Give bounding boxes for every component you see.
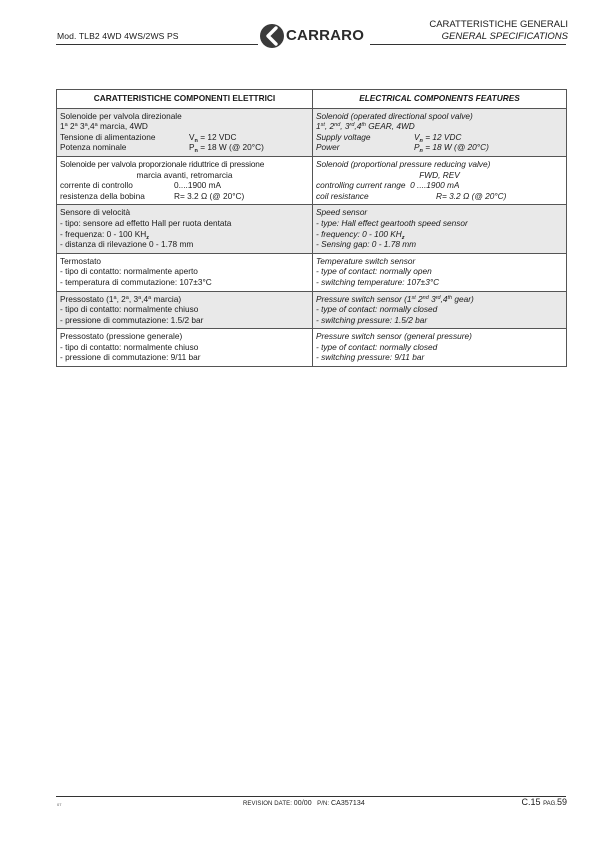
spec-line: - type of contact: normally closed [316,341,438,352]
spec-line: - frequency: 0 - 100 $KH_z$ [316,228,405,241]
page-number [522,797,567,807]
spec-text: - frequenza: 0 - 100 KH [60,228,147,239]
title-text: Pressure switch sensor (1 [316,293,412,304]
gear-line: 1st, 2nd, 3rd,4th GEAR, 4WD [316,121,415,132]
revision-label: REVISION DATE: [243,801,292,807]
row-title: Pressure switch sensor (1st 2nd 3rd,4th gear) [316,293,474,304]
page-value: 59 [556,797,567,807]
spec-line [60,180,309,191]
title-text: marcia) [153,293,182,304]
cell-en [313,291,567,329]
spec-line: - Sensing gap: 0 - 1.78 mm [316,239,417,250]
spec-line: - tipo di contatto: normalmente aperto [60,266,198,277]
cell-it [57,108,313,156]
table-row [57,205,567,253]
spec-line: - pressione di commutazione: 1.5/2 bar [60,314,204,325]
spec-line: Power $P_n = 18$ W (@ 20°C) [316,142,489,155]
section-title [429,19,568,43]
revision-value: 00/00 [293,800,312,807]
cell-it [57,291,313,329]
cell-it [57,156,313,204]
table-row [57,108,567,156]
spec-value: = 12 VDC [200,131,237,142]
row-subtitle: marcia avanti, retromarcia [136,169,233,180]
spec-line: Tensione di alimentazione $V_n = 12$ VDC [60,131,237,144]
spec-line [316,180,563,191]
title-text: gear) [454,293,474,304]
spec-value: R= 3.2 Ω (@ 20°C) [174,190,245,201]
row-title: Termostato [60,255,102,266]
table-row [57,156,567,204]
spec-label: Potenza nominale [60,142,127,153]
header-rule-left [56,44,258,45]
section-title-it: CARATTERISTICHE GENERALI [429,19,568,30]
spec-line: - tipo: sensore ad effetto Hall per ruota dentata [60,217,232,228]
spec-value: 0....1900 mA [174,180,222,191]
table-row [57,291,567,329]
spec-line: - switching pressure: 9/11 bar [316,352,425,363]
section-title-en: GENERAL SPECIFICATIONS [441,31,568,42]
gear-text: GEAR, 4WD [368,121,415,132]
spec-value: = 18 W (@ 20°C) [200,142,264,153]
cell-it [57,253,313,291]
spec-label: Tensione di alimentazione [60,131,156,142]
section-code: C.15 [521,797,541,807]
row-title: Pressure switch sensor (general pressure) [316,331,472,342]
electrical-components-table [56,89,567,367]
row-title: Speed sensor [316,207,368,218]
column-header-en: ELECTRICAL COMPONENTS FEATURES [313,90,567,109]
spec-value: R= 3.2 Ω (@ 20°C) [436,190,507,201]
spec-line: - temperatura di commutazione: 107±3°C [60,276,212,287]
table-header-row [57,90,567,109]
title-text: Pressostato (1 [60,293,114,304]
cell-en [313,329,567,367]
footer-rule [56,796,566,797]
spec-label: Power [316,142,340,153]
spec-line: - switching temperature: 107±3°C [316,276,440,287]
spec-label: corrente di controllo [60,180,133,191]
row-subtitle: FWD, REV [419,169,460,180]
table-row [57,253,567,291]
spec-line: - switching pressure: 1.5/2 bar [316,314,428,325]
gear-text: marcia, 4WD [99,121,148,132]
column-header-it: CARATTERISTICHE COMPONENTI ELETTRICI [57,90,313,109]
spec-value: = 12 VDC [425,131,462,142]
spec-line [60,191,309,202]
spec-line: - type: Hall effect geartooth speed sensor [316,217,468,228]
row-title: Pressostato (1$^a$, 2$^a$, 3$^a$,4$^a$ marcia) [60,293,182,304]
cell-en [313,205,567,253]
cell-it [57,329,313,367]
spec-line: - tipo di contatto: normalmente chiuso [60,341,199,352]
spec-line: Potenza nominale $P_n = 18$ W (@ 20°C) [60,142,264,155]
footer-mark: 07 [57,802,62,807]
brand-name: CARRARO [286,27,365,44]
gear-line: 1$^a$ 2$^a$ 3$^a$,4$^a$ marcia, 4WD [60,121,148,132]
spec-line: - type of contact: normally closed [316,304,438,315]
spec-line: - frequenza: 0 - 100 $KH_z$ [60,228,149,241]
cell-en [313,108,567,156]
spec-label: coil resistance [316,190,369,201]
spec-label: resistenza della bobina [60,190,145,201]
spec-text: - frequency: 0 - 100 KH [316,228,402,239]
cell-en [313,156,567,204]
row-title: Temperature switch sensor [316,255,416,266]
spec-line: Supply voltage $V_n = 12$ VDC [316,131,462,144]
row-title: Solenoide per valvola proporzionale riduttrice di pressione [60,158,265,169]
header-rule-right [370,44,566,45]
spec-line: - pressione di commutazione: 9/11 bar [60,352,201,363]
row-title: Solenoid (proportional pressure reducing valve) [316,158,491,169]
model-designation: Mod. TLB2 4WD 4WS/2WS PS [57,31,179,41]
spec-line: - distanza di rilevazione 0 - 1.78 mm [60,239,194,250]
spec-label: controlling current range [316,180,406,191]
row-title: Solenoid (operated directional spool valve) [316,110,473,121]
spec-line [316,191,563,202]
part-number-value: CA357134 [330,800,365,807]
spec-line: - type of contact: normally open [316,266,432,277]
revision-info [243,800,365,807]
page-label: PAG. [543,801,557,807]
row-title: Solenoide per valvola direzionale [60,110,182,121]
row-title: Pressostato (pressione generale) [60,331,183,342]
spec-label: Supply voltage [316,131,371,142]
cell-it [57,205,313,253]
spec-value: = 18 W (@ 20°C) [425,142,489,153]
spec-line: - tipo di contatto: normalmente chiuso [60,304,199,315]
table-row [57,329,567,367]
cell-en [313,253,567,291]
part-number-label: P/N: [317,801,330,807]
row-title: Sensore di velocità [60,207,131,218]
spec-value: 0 ....1900 mA [410,180,460,191]
